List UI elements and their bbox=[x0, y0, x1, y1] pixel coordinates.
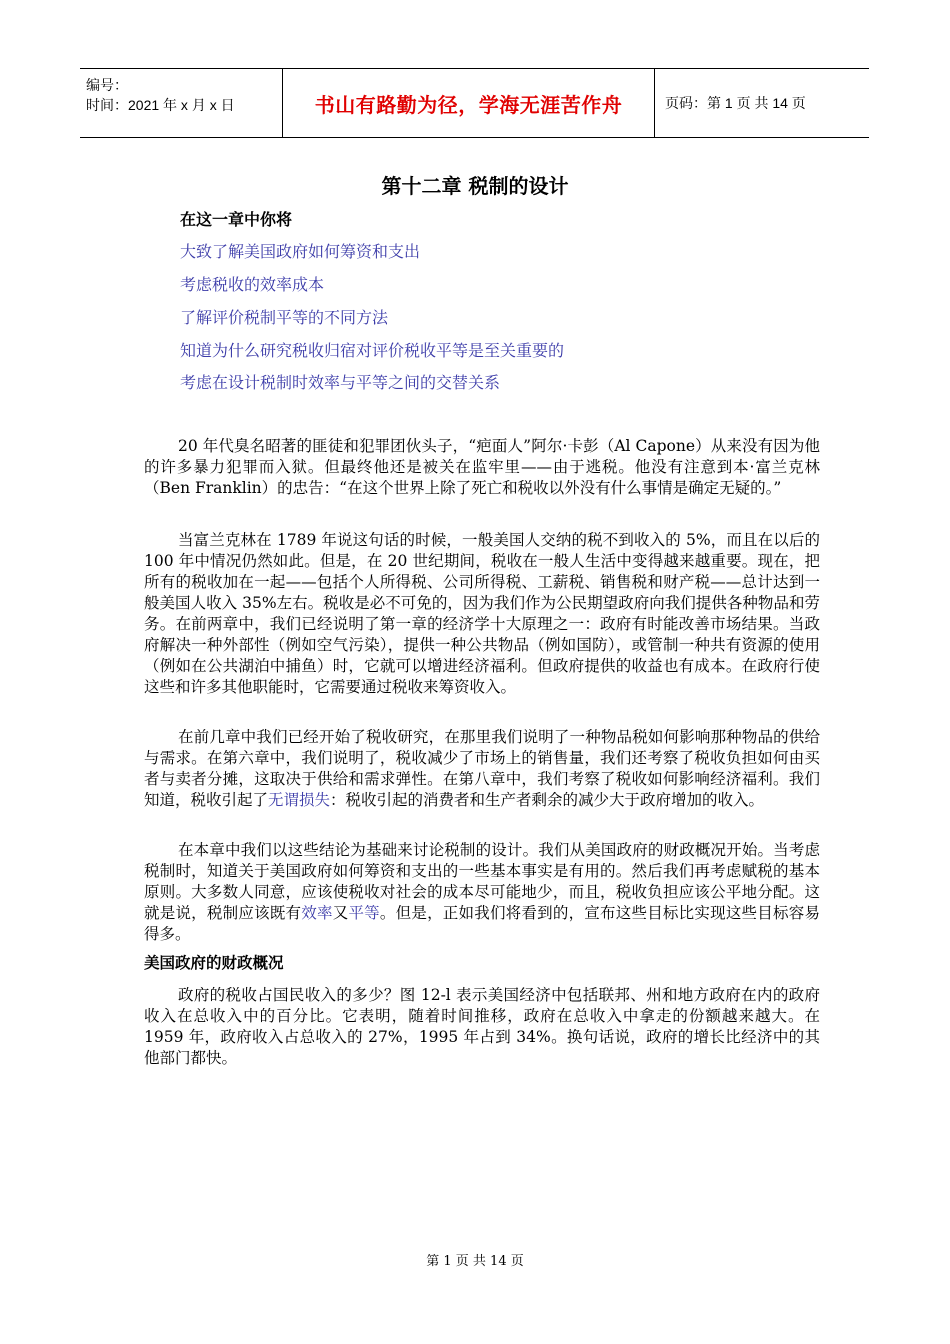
header-middle-cell bbox=[282, 69, 655, 137]
page-info: 页码：第 1 页 共 14 页 bbox=[665, 95, 806, 111]
paragraph-text: 在本章中我们以这些结论为基础来讨论税制的设计。我们从美国政府的财政概况开始。当考虑税制时，知道关于美国政府如何筹资和支出的一些基本事实是有用的。然后我们再考虑赋税的基本原则。大多数人同意，应该使税收对社会的成本尽可能地少，而且，税收负担应该公平地分配。这就是说，税制应该既有 bbox=[144, 841, 820, 922]
paragraph-text: 又 bbox=[332, 904, 349, 922]
number-label: 编号： bbox=[86, 77, 128, 93]
paragraph-text: 。但是，正如我们将看到的，宣布这些目标比实现这些目标容易得多。 bbox=[144, 904, 820, 943]
header-left-cell bbox=[80, 69, 282, 137]
objective-item: 知道为什么研究税收归宿对评价税收平等是至关重要的 bbox=[180, 341, 565, 360]
deadweight-loss-link[interactable]: 无谓损失 bbox=[268, 791, 331, 809]
objective-item: 了解评价税制平等的不同方法 bbox=[180, 308, 389, 327]
page-footer: 第 1 页 共 14 页 bbox=[426, 1254, 524, 1269]
objective-item: 大致了解美国政府如何筹资和支出 bbox=[180, 242, 421, 261]
header-table bbox=[80, 68, 869, 138]
objectives-heading: 在这一章中你将 bbox=[180, 210, 293, 229]
paragraph-chapter-plan bbox=[144, 840, 820, 945]
header-right-cell bbox=[655, 69, 869, 137]
paragraph-text: 在前几章中我们已经开始了税收研究，在那里我们说明了一种物品税如何影响那种物品的供给与需求。在第六章中，我们说明了，税收减少了市场上的销售量，我们还考察了税收负担如何由买者与卖者分摊，这取决于供给和需求弹性。在第八章中，我们考察了税收如何影响经济福利。我们知道，税收引起了 bbox=[144, 728, 820, 809]
paragraph-franklin: 当富兰克林在 1789 年说这句话的时候，一般美国人交纳的税不到收入的 5%，而且在以后的 100 年中情况仍然如此。但是，在 20 世纪期间，税收在一般人生活中变得越来越重要。现在，把所有的税收加在一起——包括个人所得税、公司所得税、工薪税、销售税和财产税——总计达到一般美国人收入 35%左右。税收是必不可免的，因为我们作为公民期望政府向我们提供各种物品和劳务。在前两章中，我们已经说明了第一章的经济学十大原理之一：政府有时能改善市场结果。当政府解决一种外部性（例如空气污染），提供一种公共物品（例如国防），或管制一种共有资源的使用（例如在公共湖泊中捕鱼）时，它就可以增进经济福利。但政府提供的收益也有成本。在政府行使这些和许多其他职能时，它需要通过税收来筹资收入。 bbox=[144, 531, 820, 696]
paragraph-fiscal-overview: 政府的税收占国民收入的多少？图 12-l 表示美国经济中包括联邦、州和地方政府在内的政府收入在总收入中的百分比。它表明，随着时间推移，政府在总收入中拿走的份额越来越大。在 1959 年，政府收入占总收入的 27%，1995 年占到 34%。换句话说，政府的增长比经济中的其他部门都快。 bbox=[144, 986, 820, 1067]
paragraph-text: ：税收引起的消费者和生产者剩余的减少大于政府增加的收入。 bbox=[330, 791, 765, 809]
equity-link[interactable]: 平等 bbox=[348, 904, 380, 922]
objective-item: 考虑在设计税制时效率与平等之间的交替关系 bbox=[180, 373, 501, 392]
paragraph-previous-chapters bbox=[144, 727, 820, 811]
section-heading: 美国政府的财政概况 bbox=[144, 954, 284, 972]
motto-text: 书山有路勤为径，学海无涯苦作舟 bbox=[314, 92, 623, 117]
chapter-title: 第十二章 税制的设计 bbox=[381, 174, 569, 198]
time-label: 时间：2021 年 x 月 x 日 bbox=[86, 97, 235, 113]
paragraph-intro: 20 年代臭名昭著的匪徒和犯罪团伙头子，“疤面人”阿尔·卡彭（Al Capone）从来没有因为他的许多暴力犯罪而入狱。但最终他还是被关在监牢里——由于逃税。他没有注意到本·富兰克林（Ben Franklin）的忠告：“在这个世界上除了死亡和税收以外没有什么事情是确定无疑的。” bbox=[144, 437, 820, 497]
efficiency-link[interactable]: 效率 bbox=[301, 904, 333, 922]
objective-item: 考虑税收的效率成本 bbox=[180, 275, 325, 294]
